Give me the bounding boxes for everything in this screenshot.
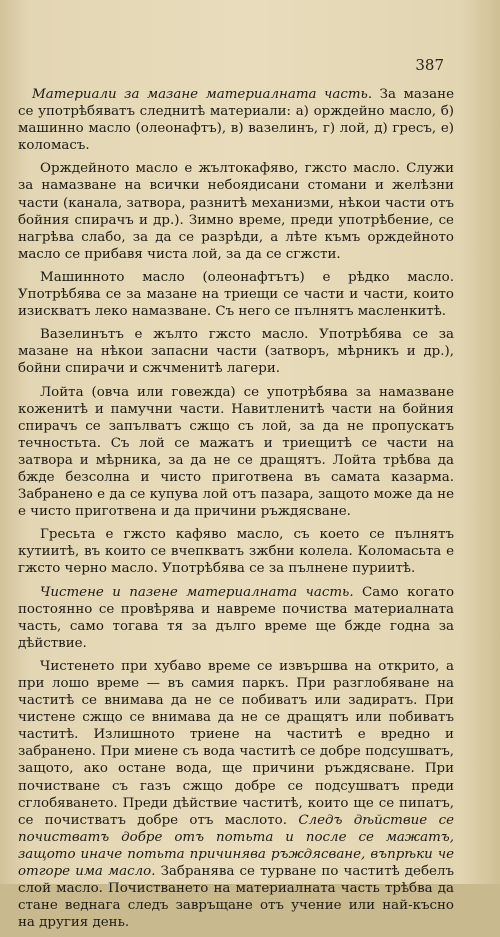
paragraph-cleaning: [18, 584, 454, 652]
paragraph-text: Чистенето при хубаво време се извършва на открито, а при лошо време — въ самия паркъ. При разглобяване на частитѣ се внимава да не се побиватъ или задиратъ. При чистене сжщо се внимава да не се дращятъ или побиватъ частитѣ. Излишното триене на частитѣ е вредно и забранено. При миене съ вода частитѣ се добре подсушватъ, защото, ако остане вода, ще причини ръждясване. При почистване съ газъ сжщо добре се подсушватъ преди сглобяването. Преди дѣйствие частитѣ, които ще се пипатъ, се почистватъ добре отъ маслото.: [18, 658, 454, 828]
paragraph-text: Машинното масло (олеонафтътъ) е рѣдко масло. Употрѣбява се за мазане на триещи се части и части, които изискватъ леко намазване. Съ него се пълнятъ масленкитѣ.: [18, 269, 454, 320]
paragraph-text: Орждейното масло е жълтокафяво, гжсто масло. Служи за намазване на всички небоядисани стомани и желѣзни части (канала, затвора, разнитѣ механизми, нѣкои части отъ бойния спирачъ и др.). Зимно време, преди употрѣбение, се нагрѣва слабо, за да се разрѣди, а лѣте къмъ орждейното масло се прибавя чиста лой, за да се сгжсти.: [18, 161, 454, 262]
paragraph-text-end: Забранява се турване по частитѣ дебелъ слой масло. Почистването на материалната часть трѣбва да стане веднага следъ завръщане отъ учение или най-късно на другия день.: [18, 864, 454, 931]
paragraph-text: Само когато постоянно се провѣрява и навреме почиства материалната часть, само тогава тя за дълго време ще бжде годна за дѣйствие.: [18, 584, 455, 651]
paragraph-machine-oil: [18, 269, 454, 320]
paragraph-vaseline: [18, 326, 454, 377]
page-number: 387: [415, 56, 444, 74]
section-heading-lubricants: Материали за мазане материалната часть.: [32, 87, 373, 102]
section-heading-cleaning: Чистене и пазене материалната часть.: [40, 584, 354, 600]
paragraph-text: За мазане се употрѣбяватъ следнитѣ материали: а) орждейно масло, б) машинно масло (олеонафтъ), в) вазелинъ, г) лой, д) гресъ, е) коломасъ.: [18, 87, 455, 154]
paragraph-text: Гресьта е гжсто кафяво масло, съ което се пълнятъ кутиитѣ, въ които се вчепкватъ зжбни колела. Коломасьта е гжсто черно масло. Употрѣбява се за пълнене пуриитѣ.: [18, 527, 454, 577]
paragraph-text: Вазелинътъ е жълто гжсто масло. Употрѣбява се за мазане на нѣкои запасни части (затворъ, мѣрникъ и др.), бойни спирачи и сжчменитѣ лагери.: [18, 327, 454, 377]
paragraph-cleaning-procedure: [18, 658, 454, 932]
paragraph-italic-note: Следъ дѣйствие се почистватъ добре отъ потьта и после се мажатъ, защото иначе потьта причинява ръждясване, въпрѣки че отгоре има масло.: [18, 812, 454, 880]
paragraph-grease: [18, 526, 454, 577]
paragraph-tallow: [18, 384, 454, 521]
paragraph-lubricants: [18, 86, 454, 154]
paragraph-gun-oil: [18, 160, 454, 263]
page-text: [18, 86, 454, 937]
paragraph-text: Лойта (овча или говежда) се употрѣбява за намазване коженитѣ и памучни части. Навитленитѣ части на бойния спирачъ се запълватъ сжщо съ лой, за да не пропускатъ течностьта. Съ лой се мажатъ и триещитѣ се части на затвора и мѣрника, за да не се дращятъ. Лойта трѣбва да бжде безсолна и чисто приготвена въ самата казарма. Забранено е да се купува лой отъ пазара, защото може да не е чисто приготвена и да причини ръждясване.: [18, 384, 454, 520]
